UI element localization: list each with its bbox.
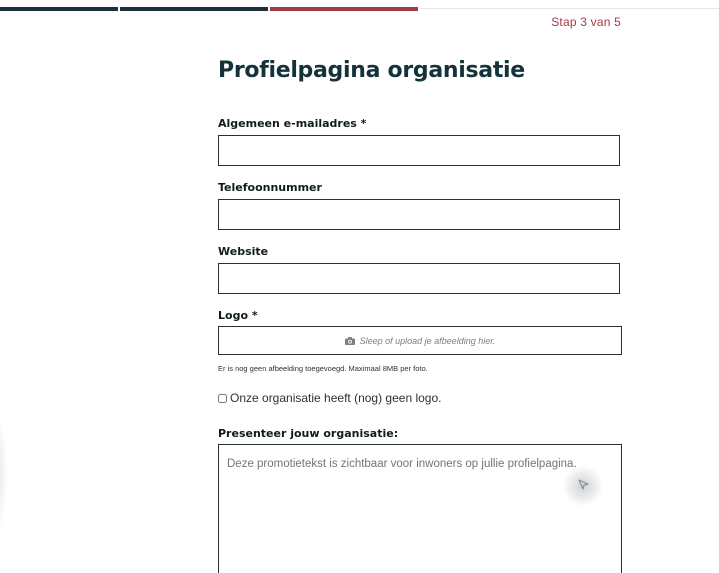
phone-field[interactable]: [218, 199, 620, 230]
edge-shadow: [0, 415, 8, 535]
logo-label: Logo *: [218, 309, 258, 322]
website-label: Website: [218, 245, 269, 258]
website-field[interactable]: [218, 263, 620, 294]
progress-segment-1: [0, 7, 118, 11]
presentation-textarea[interactable]: [218, 444, 622, 573]
no-logo-checkbox-label[interactable]: Onze organisatie heeft (nog) geen logo.: [230, 391, 442, 405]
logo-hint: Er is nog geen afbeelding toegevoegd. Maximaal 8MB per foto.: [218, 364, 428, 373]
upload-instruction: Sleep of upload je afbeelding hier.: [359, 335, 496, 346]
email-label: Algemeen e-mailadres *: [218, 117, 367, 130]
no-logo-checkbox[interactable]: [218, 394, 227, 403]
progress-segment-remaining: [420, 8, 719, 9]
email-field[interactable]: [218, 135, 620, 166]
logo-upload-dropzone[interactable]: [218, 326, 622, 355]
progress-segment-3-current: [270, 7, 418, 11]
step-indicator: Stap 3 van 5: [551, 15, 621, 29]
camera-icon: [345, 337, 355, 345]
progress-segment-2: [120, 7, 268, 11]
phone-label: Telefoonnummer: [218, 181, 322, 194]
no-logo-option: [218, 391, 441, 405]
progress-bar: [0, 7, 719, 11]
presentation-label: Presenteer jouw organisatie:: [218, 427, 399, 440]
page-title: Profielpagina organisatie: [218, 58, 525, 83]
